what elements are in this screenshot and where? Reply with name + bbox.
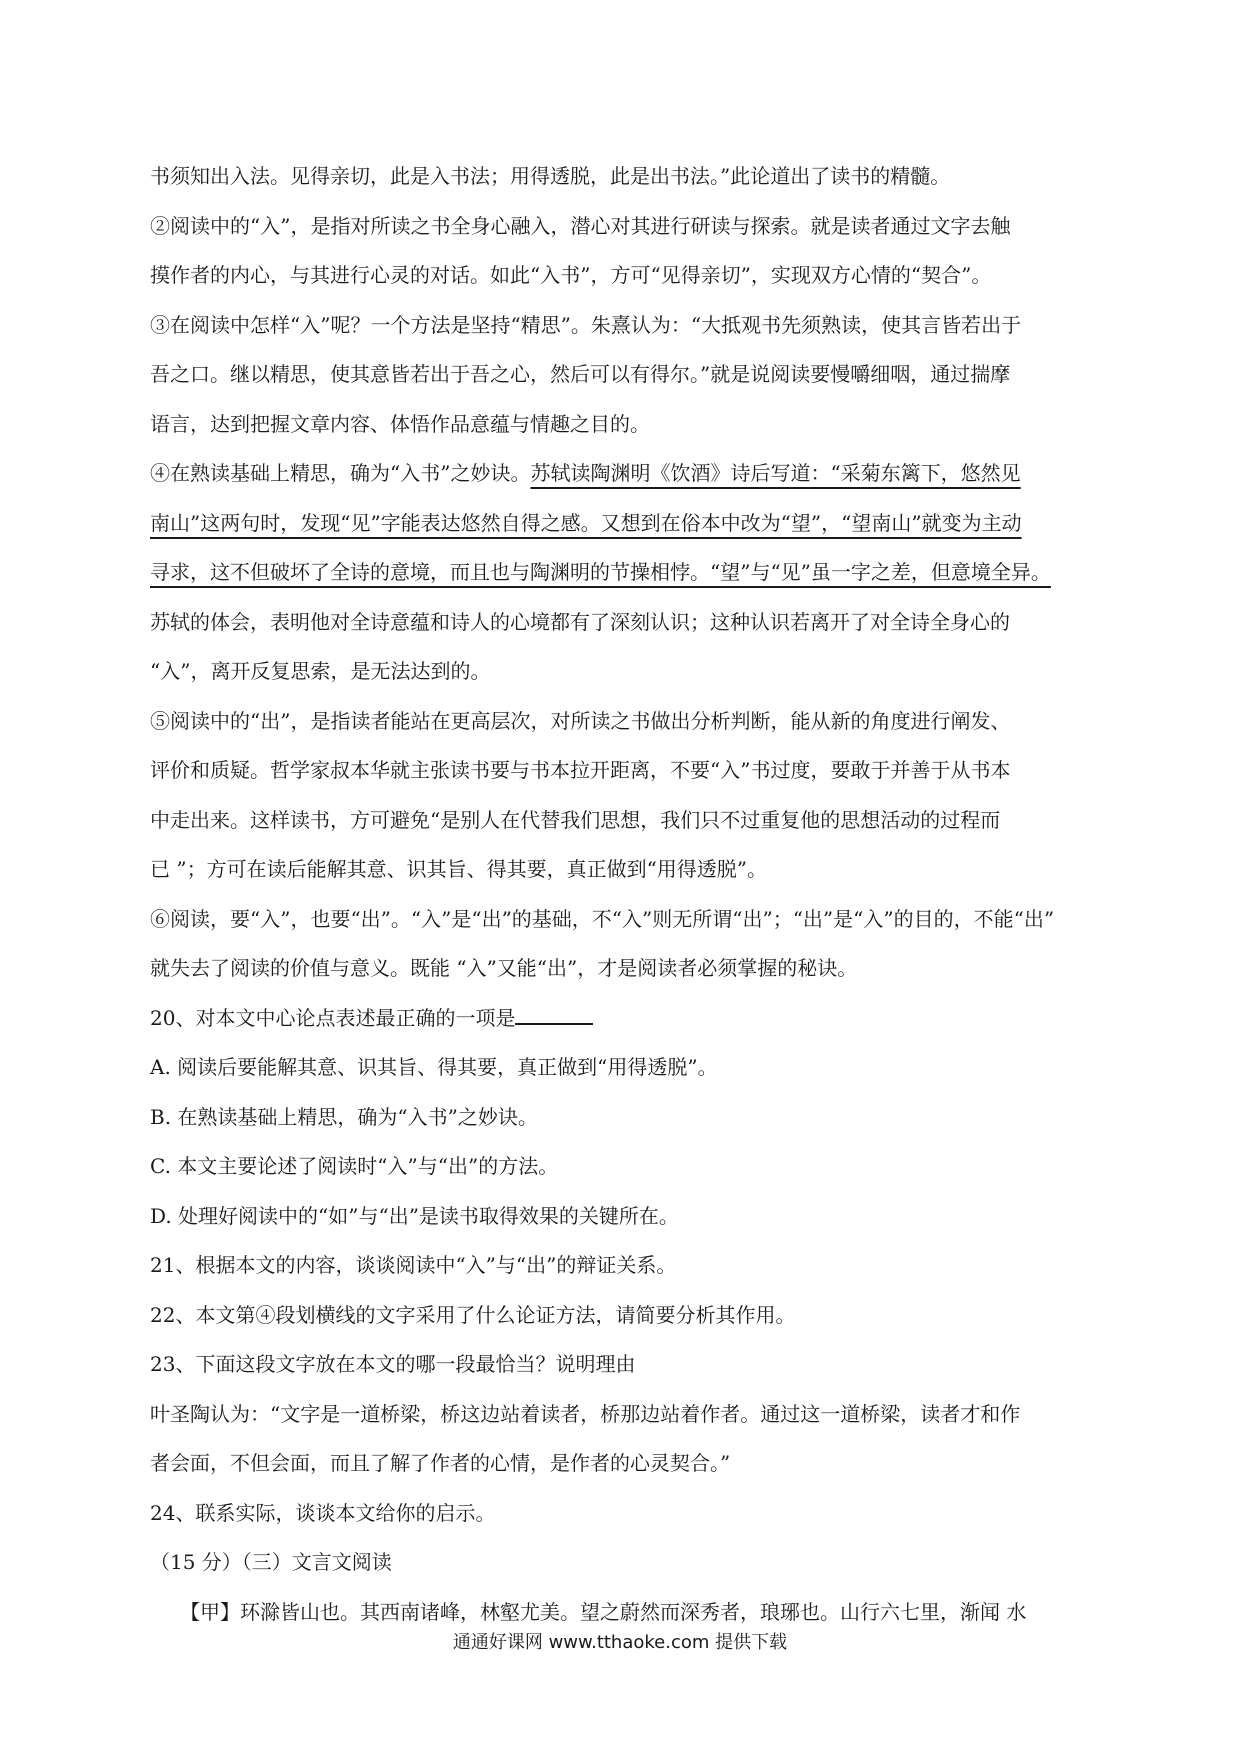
- question-20-option-d: D. 处理好阅读中的“如”与“出”是读书取得效果的关键所在。: [150, 1203, 679, 1228]
- section-3-header: （15 分）（三）文言文阅读: [150, 1550, 392, 1574]
- document-body: [150, 152, 1100, 1637]
- underlined-text: 寻求，这不但破坏了全诗的意境，而且也与陶渊明的节操相悖。“望”与“见”虽一字之差，但意境全异。: [150, 560, 1051, 584]
- paragraph-3-line-1: ③在阅读中怎样“入”呢？一个方法是坚持“精思”。朱熹认为：“大抵观书先须熟读，使其言皆若出于: [150, 312, 1022, 337]
- paragraph-5-line-4: 已 ”；方可在读后能解其意、识其旨、得其要，真正做到“用得透脱”。: [150, 857, 768, 881]
- question-24: 24、联系实际，谈谈本文给你的启示。: [150, 1500, 496, 1525]
- question-21: 21、根据本文的内容，谈谈阅读中“入”与“出”的辩证关系。: [150, 1253, 677, 1277]
- underlined-text: 苏轼读陶渊明《饮酒》诗后写道：“采菊东篱下，悠然见: [530, 461, 1021, 485]
- paragraph-6-line-1: ⑥阅读，要“入”，也要“出”。“入”是“出”的基础，不“入”则无所谓“出”；“出”是“入”的目的，不能“出”: [150, 906, 1055, 931]
- paragraph-1-line-1: 书须知出入法。见得亲切，此是入书法；用得透脱，此是出书法。”此论道出了读书的精髓。: [150, 164, 951, 188]
- paragraph-3-line-3: 语言，达到把握文章内容、体悟作品意蕴与情趣之目的。: [150, 411, 650, 436]
- answer-blank: [515, 1003, 593, 1025]
- paragraph-2-line-1: ②阅读中的“入”，是指对所读之书全身心融入，潜心对其进行研读与探索。就是读者通过文字去触: [150, 213, 1011, 238]
- question-20-option-a: A. 阅读后要能解其意、识其旨、得其要，真正做到“用得透脱”。: [150, 1055, 718, 1079]
- question-22: 22、本文第④段划横线的文字采用了什么论证方法，请简要分析其作用。: [150, 1302, 796, 1327]
- paragraph-5-line-2: 评价和质疑。哲学家叔本华就主张读书要与书本拉开距离，不要“入”书过度，要敢于并善于从书本: [150, 758, 1011, 782]
- paragraph-4-line-1: [150, 449, 1100, 499]
- question-20-text: 20、对本文中心论点表述最正确的一项是: [150, 1005, 516, 1030]
- question-20-option-c: C. 本文主要论述了阅读时“入”与“出”的方法。: [150, 1154, 559, 1178]
- question-23-quote-line-2: 者会面，不但会面，而且了解了作者的心情，是作者的心灵契合。”: [150, 1451, 731, 1475]
- paragraph-4-line-3: [150, 548, 1100, 598]
- paragraph-4-line-5: “入”，离开反复思索，是无法达到的。: [150, 659, 491, 683]
- paragraph-3-line-2: 吾之口。继以精思，使其意皆若出于吾之心，然后可以有得尔。”就是说阅读要慢嚼细咽，通过揣摩: [150, 362, 1011, 386]
- paragraph-6-line-2: 就失去了阅读的价值与意义。既能 “入”又能“出”，才是阅读者必须掌握的秘诀。: [150, 956, 858, 980]
- underlined-text: 南山”这两句时，发现“见”字能表达悠然自得之感。又想到在俗本中改为“望”，“望南山”就变为主动: [150, 510, 1022, 535]
- paragraph-5-line-3: 中走出来。这样读书，方可避免“是别人在代替我们思想，我们只不过重复他的思想活动的过程而: [150, 807, 1001, 832]
- paragraph-4-lead: ④在熟读基础上精思，确为“入书”之妙诀。: [150, 461, 531, 485]
- question-20: [150, 994, 1100, 1044]
- section-3-jia-line: 【甲】环滁皆山也。其西南诸峰，林壑尤美。望之蔚然而深秀者，琅琊也。山行六七里，渐闻 水: [180, 1599, 1027, 1624]
- question-23: 23、下面这段文字放在本文的哪一段最恰当？说明理由: [150, 1352, 636, 1376]
- paragraph-4-line-4: 苏轼的体会，表明他对全诗意蕴和诗人的心境都有了深刻认识；这种认识若离开了对全诗全身心的: [150, 609, 1010, 634]
- paragraph-2-line-2: 摸作者的内心，与其进行心灵的对话。如此“入书”，方可“见得亲切”，实现双方心情的“契合”。: [150, 263, 992, 287]
- paragraph-4-line-2: [150, 499, 1100, 549]
- question-20-option-b: B. 在熟读基础上精思，确为“入书”之妙诀。: [150, 1104, 538, 1129]
- page-footer: 通通好课网 www.tthaoke.com 提供下载: [452, 1632, 788, 1653]
- paragraph-5-line-1: ⑤阅读中的“出”，是指读者能站在更高层次，对所读之书做出分析判断，能从新的角度进行阐发、: [150, 708, 1011, 733]
- question-23-quote-line-1: 叶圣陶认为：“文字是一道桥梁，桥这边站着读者，桥那边站着作者。通过这一道桥梁，读者才和作: [150, 1401, 1021, 1426]
